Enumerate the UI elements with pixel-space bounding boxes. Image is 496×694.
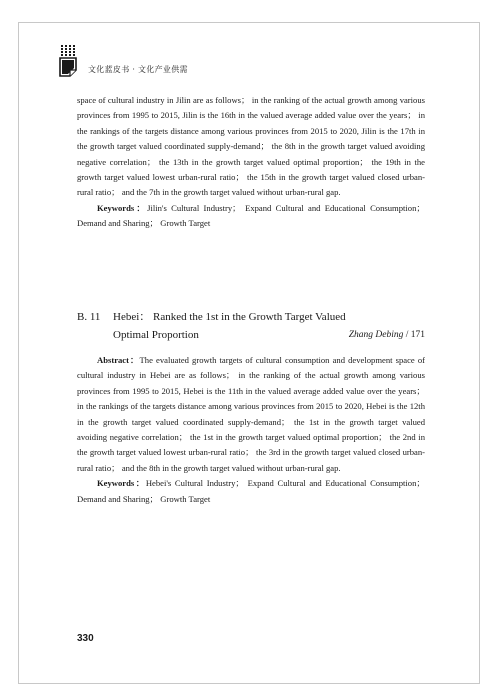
page-number: 330: [77, 633, 94, 644]
abstract-text: The evaluated growth targets of cultural consumption and development space of cultural industry in Hebei are as follows； in the ranking of the actual growth among various provinces from 1995 to 2015, Hebei is the 11th in the valued average added value over the years； in the rankings of the targets distance among various provinces from 2015 to 2020, Hebei is the 12th in the growth target valued coordinated supply-demand； the 1st in the growth target valued avoiding negative correlation； the 1st in the growth target valued optimal proportion； the 2nd in the growth target valued lowest urban-rural ratio； the 3rd in the growth target valued closed urban-rural ratio； and the 8th in the growth target valued without urban-rural gap.: [77, 355, 425, 473]
author-name: Zhang Debing: [348, 330, 404, 340]
abstract-label: Abstract：: [97, 355, 140, 365]
page-reference: / 171: [405, 330, 425, 340]
keywords-paragraph: [77, 476, 425, 507]
section-heading: [77, 308, 425, 344]
heading-line-2: [77, 326, 425, 344]
heading-title-line-1: Hebei： Ranked the 1st in the Growth Target Valued: [113, 311, 346, 323]
section-number: B. 11: [77, 311, 101, 323]
abstract-paragraph: [77, 353, 425, 476]
book-logo-icon: [58, 44, 82, 78]
keywords-text: Hebei's Cultural Industry； Expand Cultural and Educational Consumption； Demand and Sharing； Growth Target: [77, 478, 425, 504]
running-header: [58, 44, 458, 78]
author-byline: [349, 326, 425, 344]
section-hebei-abstract: [77, 353, 425, 507]
heading-title-line-2: Optimal Proportion: [113, 329, 199, 341]
keywords-label: Keywords：: [97, 202, 148, 213]
series-title: 文化蓝皮书 · 文化产业供需: [88, 65, 188, 74]
keywords-label: Keywords：: [97, 478, 146, 489]
keywords-text: Jilin's Cultural Industry； Expand Cultural and Educational Consumption； Demand and Sharing； Growth Target: [77, 202, 425, 229]
section-jilin-abstract: [77, 93, 425, 232]
heading-line-1: [77, 308, 425, 326]
abstract-continuation: space of cultural industry in Jilin are as follows； in the ranking of the actual growth among various provinces from 1995 to 2015, Jilin is the 16th in the valued average added value over the years； in the rankings of the targets distance among various provinces from 2015 to 2020, Jilin is the 17th in the growth target valued coordinated supply-demand； the 8th in the growth target valued avoiding negative correlation； the 13th in the growth target valued optimal proportion； the 19th in the growth target valued lowest urban-rural ratio； the 15th in the growth target valued closed urban-rural ratio； and the 7th in the growth target valued without urban-rural gap.: [77, 95, 425, 198]
keywords-paragraph: [77, 201, 425, 232]
